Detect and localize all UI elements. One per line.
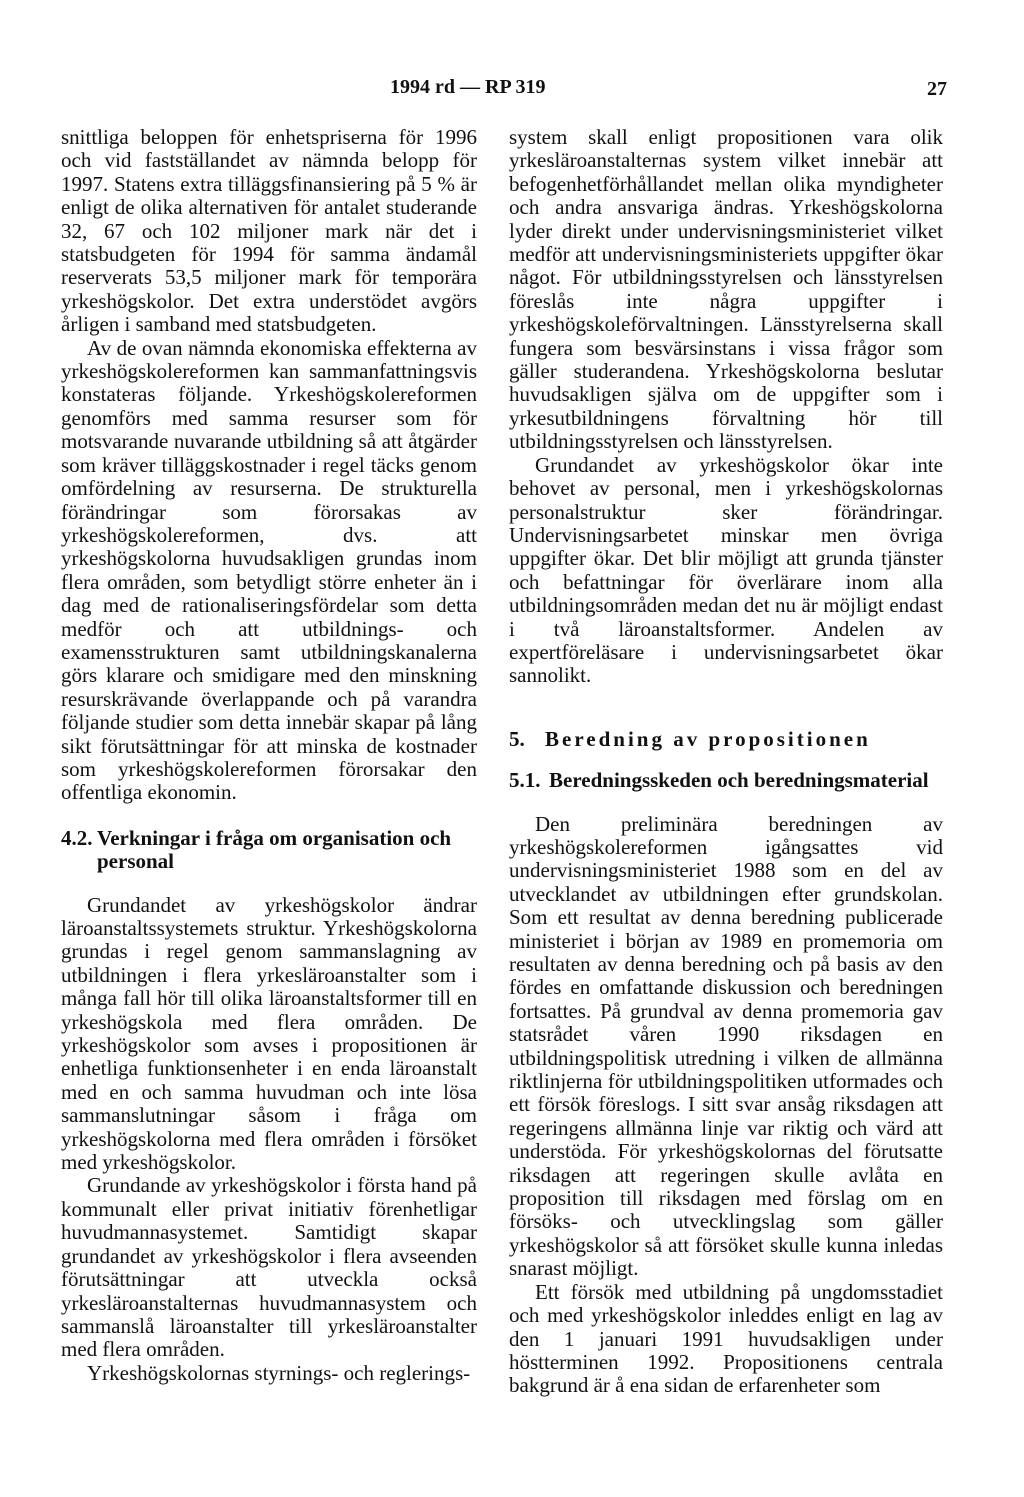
paragraph: Yrkeshögskolornas styrnings- och reglerings- <box>87 1360 471 1385</box>
paragraph: Grundande av yrkeshögskolor i första hand på kommunalt eller privat initiativ förenhetligar huvudmannasystemet. Samtidigt skapar grundandet av yrkeshögskolor i flera avseenden förutsättningar att utveckla också yrkesläroanstalternas huvudmannasystem och sammanslå läroanstalter till yrkesläroanstalter med flera områden. <box>61 1173 477 1362</box>
left-column <box>61 126 477 1385</box>
page-header <box>0 76 1024 106</box>
section-heading-4-2 <box>61 827 477 874</box>
paragraph: Grundandet av yrkeshögskolor ökar inte behovet av personal, men i yrkeshögskolornas personalstruktur sker förändringar. Undervisningsarbetet minskar men övriga uppgifter ökar. Det blir möjligt att grunda tjänster och befattningar för överlärare inom alla utbildningsområden medan det nu är möjligt endast i två läroanstaltsformer. Andelen av expertföreläsare i undervisningsarbetet ökar sannolikt. <box>509 452 943 688</box>
section-number: 4.2. <box>61 825 93 850</box>
section-title: Beredningsskeden och beredningsmaterial <box>549 768 929 793</box>
page-number: 27 <box>927 78 947 100</box>
paragraph: Av de ovan nämnda ekonomiska effekterna av yrkeshögskolereformen kan sammanfattningsvis konstateras följande. Yrkeshögskolereformen genomförs med samma resurser som för motsvarande nuvarande utbildning så att åtgärder som kräver tilläggskostnader i regel täcks genom omfördelning av resurserna. De strukturella förändringar som förorsakas av yrkeshögskolereformen, dvs. att yrkeshögskolorna huvudsakligen grundas inom flera områden, som betydligt större enheter än i dag med de rationaliseringsfördelar som detta medför och att utbildnings- och examensstrukturen samt utbildningskanalerna görs klarare och smidigare med den minskning resurskrävande överlappande och på varandra följande studier som detta innebär skapar på lång sikt förutsättningar för att minska de kostnader som yrkeshögskolereformen förorsakar den offentliga ekonomin. <box>61 335 477 805</box>
section-heading-5 <box>509 728 943 751</box>
paragraph: snittliga beloppen för enhetspriserna för 1996 och vid fastställandet av nämnda belopp för 1997. Statens extra tilläggsfinansiering på 5 % är enligt de olika alternativen för antalet studerande 32, 67 och 102 miljoner mark när det i statsbudgeten för 1994 för samma ändamål reserverats 53,5 miljoner mark för temporära yrkeshögskolor. Det extra understödet avgörs årligen i samband med statsbudgeten. <box>61 125 477 337</box>
section-number: 5.1. <box>509 768 541 793</box>
document-title: 1994 rd — RP 319 <box>390 76 546 98</box>
paragraph: system skall enligt propositionen vara olik yrkesläroanstalternas system vilket innebär att befogenhetförhållandet mellan olika myndigheter och andra ansvariga ändras. Yrkeshögskolorna lyder direkt under undervisningsministeriet vilket medför att undervisningsministeriets uppgifter ökar något. För utbildningsstyrelsen och länsstyrelsen föreslås inte några uppgifter i yrkeshögskoleförvaltningen. Länsstyrelserna skall fungera som besvärsinstans i vissa frågor som gäller studerandena. Yrkeshögskolorna beslutar huvudsakligen själva om de uppgifter som i yrkesutbildningens förvaltning hör till utbildningsstyrelsen och länsstyrelsen. <box>509 125 943 454</box>
paragraph: Ett försök med utbildning på ungdomsstadiet och med yrkeshögskolor inleddes enligt en lag av den 1 januari 1991 huvudsakligen under höstterminen 1992. Propositionens centrala bakgrund är å ena sidan de erfarenheter som <box>509 1279 943 1398</box>
section-number: 5. <box>509 726 525 751</box>
paragraph: Grundandet av yrkeshögskolor ändrar läroanstaltssystemets struktur. Yrkeshögskolorna grundas i regel genom sammanslagning av utbildningen i flera yrkesläroanstalter som i många fall hör till olika läroanstaltsformer till en yrkeshögskola med flera områden. De yrkeshögskolor som avses i propositionen är enhetliga funktionsenheter i en enda läroanstalt med en och samma huvudman och inte lösa sammanslutningar såsom i fråga om yrkeshögskolorna med flera områden i försöket med yrkeshögskolor. <box>61 892 477 1175</box>
section-heading-5-1 <box>509 769 943 792</box>
section-title: Beredning av propositionen <box>545 726 871 751</box>
right-column <box>509 126 943 1398</box>
section-title: Verkningar i fråga om organisation och personal <box>97 825 452 874</box>
paragraph: Den preliminära beredningen av yrkeshögskolereformen igångsattes vid undervisningsministeriet 1988 som en del av utvecklandet av utbildningen efter grundskolan. Som ett resultat av denna beredning publicerade ministeriet i början av 1989 en promemoria om resultaten av denna beredning och på basis av den fördes en omfattande diskussion och beredningen fortsattes. På grundval av denna promemoria gav statsrådet våren 1990 riksdagen en utbildningspolitisk utredning i vilken de allmänna riktlinjerna för utbildningspolitiken utformades och ett försök föreslogs. I sitt svar ansåg riksdagen att regeringens allmänna linje var riktig och värd att understöda. För yrkeshögskolornas del förutsatte riksdagen att regeringen skulle avlåta en proposition till riksdagen med förslag om en försöks- och utvecklingslag som gäller yrkeshögskolor så att försöket skulle kunna inledas snarast möjligt. <box>509 811 943 1281</box>
